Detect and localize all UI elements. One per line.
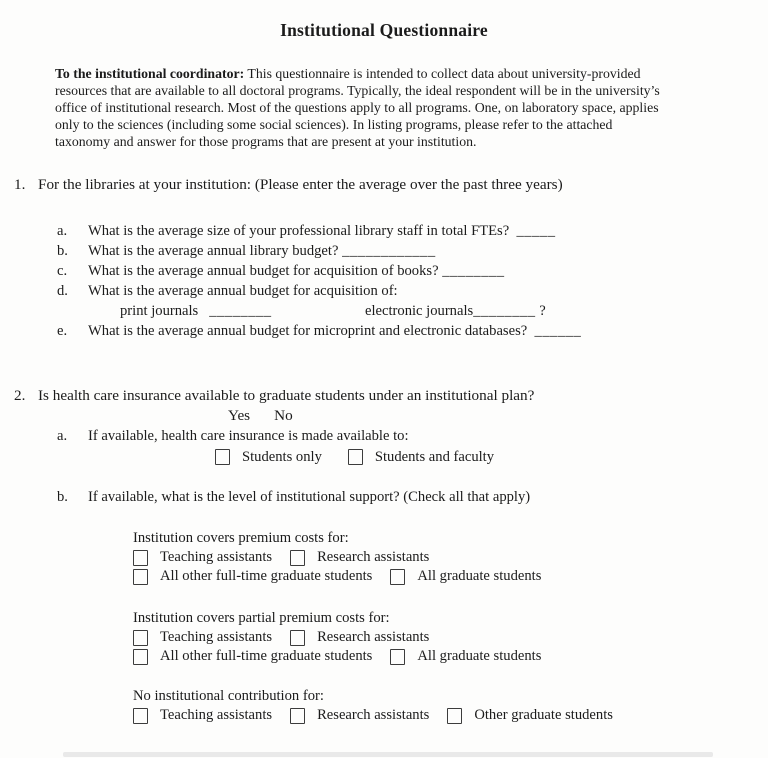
partial-all-other-fulltime-checkbox[interactable] (133, 649, 148, 665)
partial-ta-option (133, 628, 272, 647)
q1-item-c-letter: c. (57, 263, 68, 279)
students-only-checkbox[interactable] (215, 449, 230, 465)
premium-all-other-fulltime-checkbox[interactable] (133, 569, 148, 585)
q1-item-d-subrow (120, 301, 768, 321)
question-1 (0, 174, 768, 195)
q1-item-a-letter: a. (57, 223, 68, 239)
partial-all-other-fulltime-label: All other full-time graduate students (160, 648, 373, 664)
print-journals-blank[interactable]: ________ (209, 303, 272, 319)
print-journals-part (120, 301, 365, 321)
q2a-options (215, 447, 768, 467)
q2-item-b-letter: b. (57, 489, 68, 505)
no-option[interactable]: No (274, 407, 293, 424)
question-1-text: For the libraries at your institution: (Please enter the average over the past three years) (38, 176, 563, 193)
q1-item-c (0, 261, 768, 281)
premium-research-assistants-checkbox[interactable] (290, 550, 305, 566)
q1-item-d-text: What is the average annual budget for acquisition of: (88, 283, 398, 299)
nocontrib-research-assistants-label: Research assistants (317, 707, 430, 723)
premium-costs-row-2 (133, 567, 768, 586)
premium-teaching-assistants-checkbox[interactable] (133, 550, 148, 566)
partial-all-grad-option (390, 647, 541, 666)
question-2-text: Is health care insurance available to graduate students under an institutional plan? (38, 387, 535, 404)
q1-item-b-letter: b. (57, 243, 68, 259)
q2-item-a-letter: a. (57, 428, 68, 444)
partial-research-assistants-label: Research assistants (317, 629, 430, 645)
question-mark: ? (539, 303, 546, 319)
premium-all-other-fulltime-label: All other full-time graduate students (160, 568, 373, 584)
partial-teaching-assistants-checkbox[interactable] (133, 630, 148, 646)
print-journals-label: print journals (120, 303, 199, 319)
intro-paragraph (55, 65, 737, 150)
q1-item-c-text: What is the average annual budget for acquisition of books? (88, 263, 439, 279)
q1-item-a (0, 221, 768, 241)
q1-item-e-blank[interactable]: ______ (534, 323, 582, 339)
nocontrib-research-assistants-checkbox[interactable] (290, 708, 305, 724)
nocontrib-teaching-assistants-checkbox[interactable] (133, 708, 148, 724)
partial-premium-costs-group (133, 609, 768, 666)
q1-item-d-letter: d. (57, 283, 68, 299)
intro-line-4: only to the sciences (including some social sciences). In listing programs, please refer to the attached (55, 117, 613, 132)
students-and-faculty-label: Students and faculty (374, 449, 495, 465)
partial-ra-option (290, 628, 429, 647)
electronic-journals-part (365, 301, 546, 321)
premium-research-assistants-label: Research assistants (317, 549, 430, 565)
q2-item-b (0, 487, 768, 507)
premium-teaching-assistants-label: Teaching assistants (160, 549, 273, 565)
partial-premium-row-1 (133, 628, 768, 647)
premium-costs-row-1 (133, 548, 768, 567)
q1-item-d (0, 281, 768, 301)
q1-item-a-blank[interactable]: _____ (516, 223, 556, 239)
premium-fulltime-option (133, 567, 372, 586)
nocontrib-teaching-assistants-label: Teaching assistants (160, 707, 273, 723)
q1-item-b (0, 241, 768, 261)
yes-option[interactable]: Yes (228, 407, 251, 424)
partial-premium-heading: Institution covers partial premium costs for: (133, 610, 390, 626)
intro-line-3: office of institutional research. Most of the questions apply to all programs. One, on laboratory space, applies (55, 100, 659, 115)
q1-item-e-text: What is the average annual budget for microprint and electronic databases? (88, 323, 528, 339)
students-and-faculty-checkbox[interactable] (348, 449, 363, 465)
partial-all-graduate-checkbox[interactable] (390, 649, 405, 665)
partial-all-graduate-label: All graduate students (417, 648, 542, 664)
question-2-number: 2. (14, 387, 26, 404)
question-2 (0, 385, 768, 406)
q1-item-b-blank[interactable]: ____________ (342, 243, 436, 259)
page-title: Institutional Questionnaire (280, 20, 488, 40)
q2-item-b-text: If available, what is the level of institutional support? (Check all that apply) (88, 489, 531, 505)
no-contribution-row-1 (133, 706, 768, 725)
premium-all-graduate-label: All graduate students (417, 568, 542, 584)
q1-item-a-text: What is the average size of your professional library staff in total FTEs? (88, 223, 510, 239)
partial-fulltime-option (133, 647, 372, 666)
students-and-faculty-option (348, 447, 494, 467)
q1-item-b-text: What is the average annual library budget? (88, 243, 339, 259)
partial-teaching-assistants-label: Teaching assistants (160, 629, 273, 645)
nocontrib-other-grad-option (447, 706, 613, 725)
electronic-journals-label: electronic journals (365, 303, 474, 319)
partial-premium-row-2 (133, 647, 768, 666)
intro-line-1-rest: This questionnaire is intended to collect data about university-provided (244, 66, 641, 81)
premium-all-grad-option (390, 567, 541, 586)
electronic-journals-blank[interactable]: ________ (473, 303, 536, 319)
nocontrib-ra-option (290, 706, 429, 725)
intro-line-1 (55, 65, 737, 82)
intro-line-2: resources that are available to all doctoral programs. Typically, the ideal respondent will be in the university’s (55, 83, 660, 98)
premium-costs-group (133, 529, 768, 586)
no-contribution-heading: No institutional contribution for: (133, 688, 324, 704)
nocontrib-other-graduate-label: Other graduate students (474, 707, 613, 723)
q2-item-a-text: If available, health care insurance is made available to: (88, 428, 409, 444)
premium-ra-option (290, 548, 429, 567)
question-1-number: 1. (14, 176, 26, 193)
q1-item-e-letter: e. (57, 323, 68, 339)
intro-line-5: taxonomy and answer for those programs that are present at your institution. (55, 134, 477, 149)
no-contribution-group (133, 687, 768, 725)
nocontrib-ta-option (133, 706, 272, 725)
q1-item-c-blank[interactable]: ________ (442, 263, 505, 279)
q1-item-e (0, 321, 768, 341)
students-only-option (215, 447, 322, 467)
question-1-sublist (0, 221, 768, 341)
premium-costs-heading: Institution covers premium costs for: (133, 530, 349, 546)
partial-research-assistants-checkbox[interactable] (290, 630, 305, 646)
students-only-label: Students only (242, 449, 322, 465)
premium-ta-option (133, 548, 272, 567)
q2-item-a (0, 426, 768, 446)
intro-lead: To the institutional coordinator: (55, 66, 245, 81)
scan-artifact-bar (63, 752, 713, 757)
q2-yes-no-row (228, 406, 768, 426)
premium-all-graduate-checkbox[interactable] (390, 569, 405, 585)
nocontrib-other-graduate-checkbox[interactable] (447, 708, 462, 724)
